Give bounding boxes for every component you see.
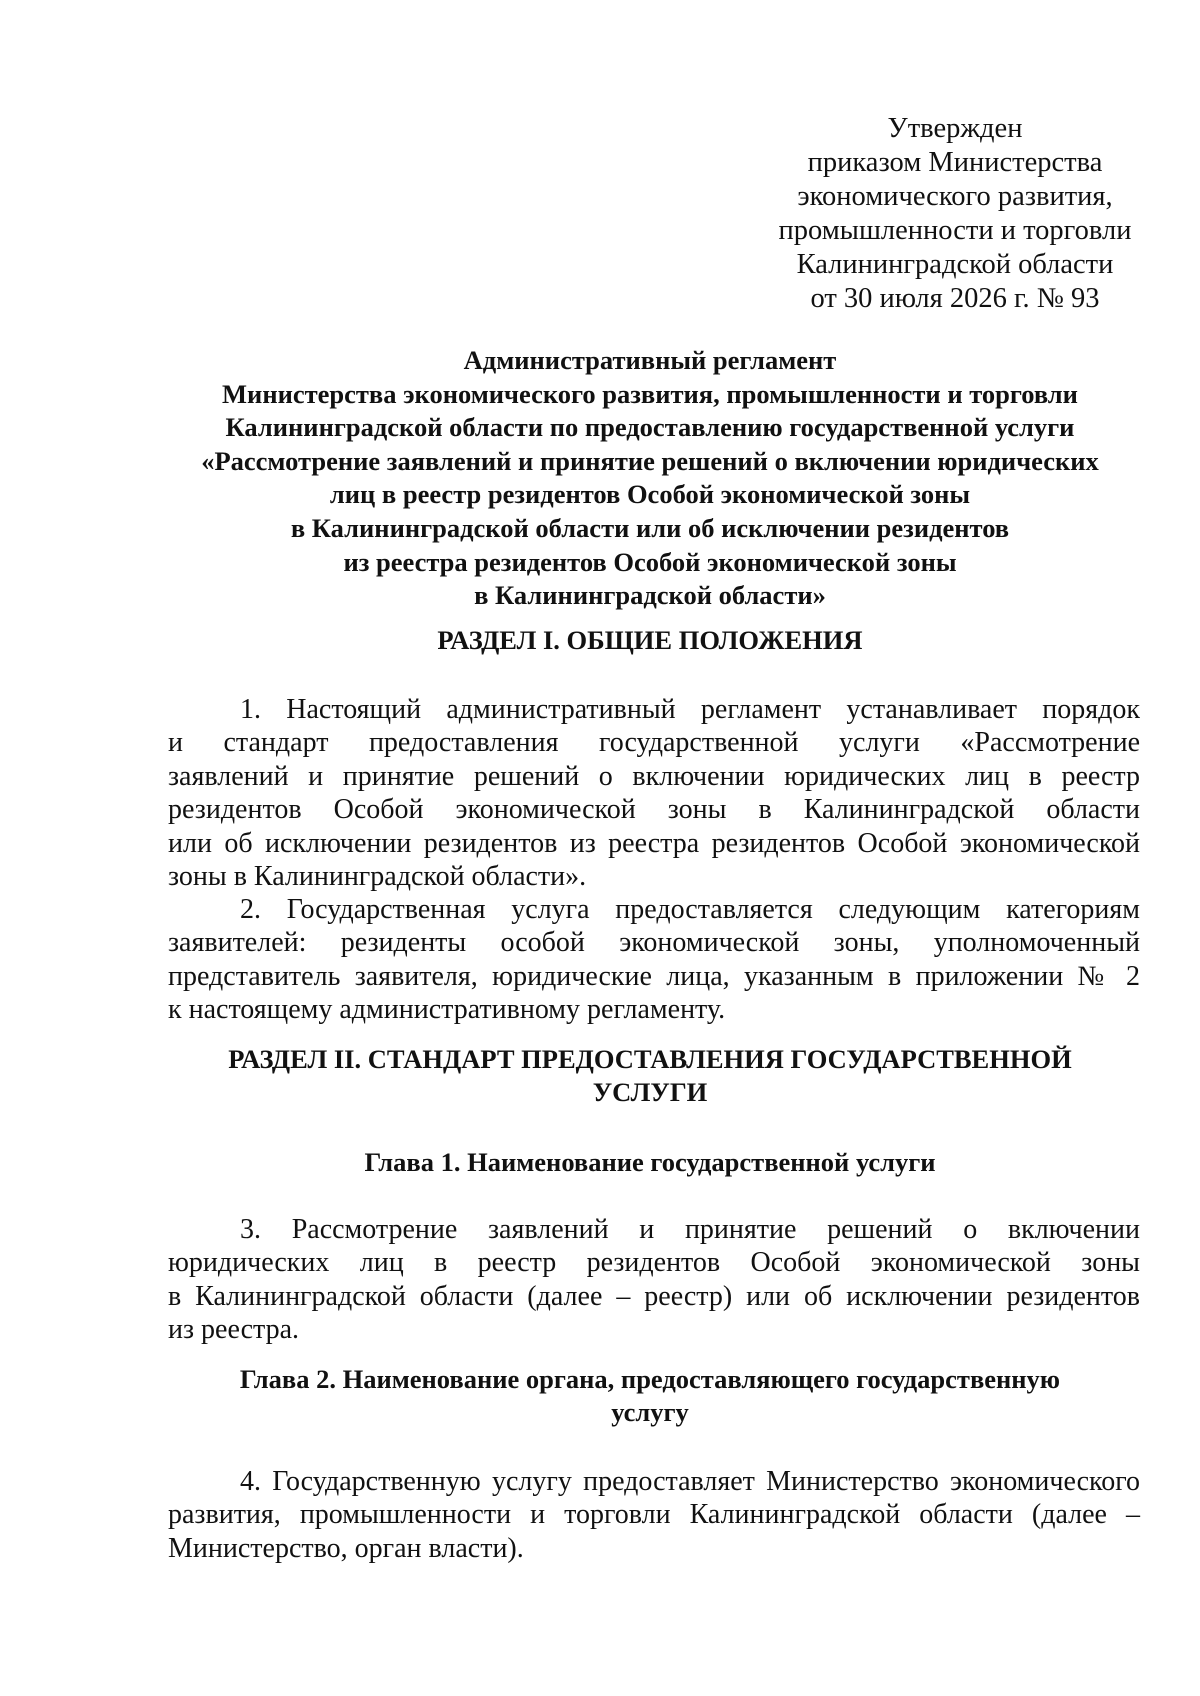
paragraph-line: развития, промышленности и торговли Калининградской области (далее – xyxy=(168,1499,1140,1531)
approval-line: приказом Министерства xyxy=(807,147,1103,178)
paragraph-line: резидентов Особой экономической зоны в Калининградской области xyxy=(168,794,1140,826)
paragraph-line: юридических лиц в реестр резидентов Особой экономической зоны xyxy=(168,1247,1140,1279)
title-line: в Калининградской области или об исключении резидентов xyxy=(290,512,1010,543)
chapter-1-heading xyxy=(160,1146,1140,1179)
paragraph-line: заявителей: резиденты особой экономической зоны, уполномоченный xyxy=(168,927,1140,959)
title-line: в Калининградской области» xyxy=(474,580,826,611)
paragraph-line: 4. Государственную услугу предоставляет Министерство экономического xyxy=(240,1466,1140,1497)
paragraph-line: 2. Государственная услуга предоставляется следующим категориям xyxy=(240,894,1140,925)
section-1-heading xyxy=(160,624,1140,657)
paragraph-4 xyxy=(168,1465,1140,1565)
paragraph-line: заявлений и принятие решений о включении юридических лиц в реестр xyxy=(168,760,1140,792)
section-2-heading xyxy=(160,1043,1140,1109)
paragraph-line: и стандарт предоставления государственной услуги «Рассмотрение xyxy=(168,727,1140,759)
chapter-2-heading-line: услугу xyxy=(611,1397,689,1427)
title-line: Калининградской области по предоставлению государственной услуги xyxy=(225,412,1075,443)
section-2-heading-line: РАЗДЕЛ II. СТАНДАРТ ПРЕДОСТАВЛЕНИЯ ГОСУДАРСТВЕННОЙ xyxy=(228,1044,1072,1074)
section-1-heading-text: РАЗДЕЛ I. ОБЩИЕ ПОЛОЖЕНИЯ xyxy=(437,625,863,655)
paragraph-line: в Калининградской области (далее – реестр) или об исключении резидентов xyxy=(168,1280,1140,1312)
document-title xyxy=(160,344,1140,613)
paragraph-line: или об исключении резидентов из реестра резидентов Особой экономической xyxy=(168,827,1140,859)
approval-line: Калининградской области xyxy=(796,249,1114,280)
approval-line: промышленности и торговли xyxy=(778,215,1132,246)
title-line: лиц в реестр резидентов Особой экономической зоны xyxy=(329,479,971,510)
paragraph-1 xyxy=(168,693,1140,893)
title-line: Министерства экономического развития, промышленности и торговли xyxy=(222,378,1078,409)
chapter-1-heading-text: Глава 1. Наименование государственной услуги xyxy=(364,1147,936,1177)
approval-line: от 30 июля 2026 г. № 93 xyxy=(810,283,1100,314)
section-2-heading-line: УСЛУГИ xyxy=(592,1077,708,1107)
chapter-2-heading xyxy=(160,1363,1140,1429)
paragraph-line: представитель заявителя, юридические лица, указанным в приложении № 2 xyxy=(168,960,1140,992)
paragraph-2 xyxy=(168,893,1140,1027)
approval-line: Утвержден xyxy=(887,113,1023,144)
approval-stamp xyxy=(770,112,1140,316)
approval-line: экономического развития, xyxy=(797,181,1113,212)
paragraph-line: из реестра. xyxy=(168,1314,300,1346)
paragraph-line: зоны в Калининградской области». xyxy=(168,861,587,893)
paragraph-line: Министерство, орган власти). xyxy=(168,1532,524,1564)
paragraph-line: к настоящему административному регламенту. xyxy=(168,994,726,1026)
paragraph-line: 3. Рассмотрение заявлений и принятие решений о включении xyxy=(240,1214,1140,1245)
paragraph-3 xyxy=(168,1213,1140,1347)
paragraph-line: 1. Настоящий административный регламент устанавливает порядок xyxy=(240,694,1140,725)
title-line: из реестра резидентов Особой экономической зоны xyxy=(343,546,957,577)
title-line: Административный регламент xyxy=(463,345,837,375)
title-line: «Рассмотрение заявлений и принятие решений о включении юридических xyxy=(201,445,1099,476)
chapter-2-heading-line: Глава 2. Наименование органа, предоставляющего государственную xyxy=(239,1364,1061,1394)
